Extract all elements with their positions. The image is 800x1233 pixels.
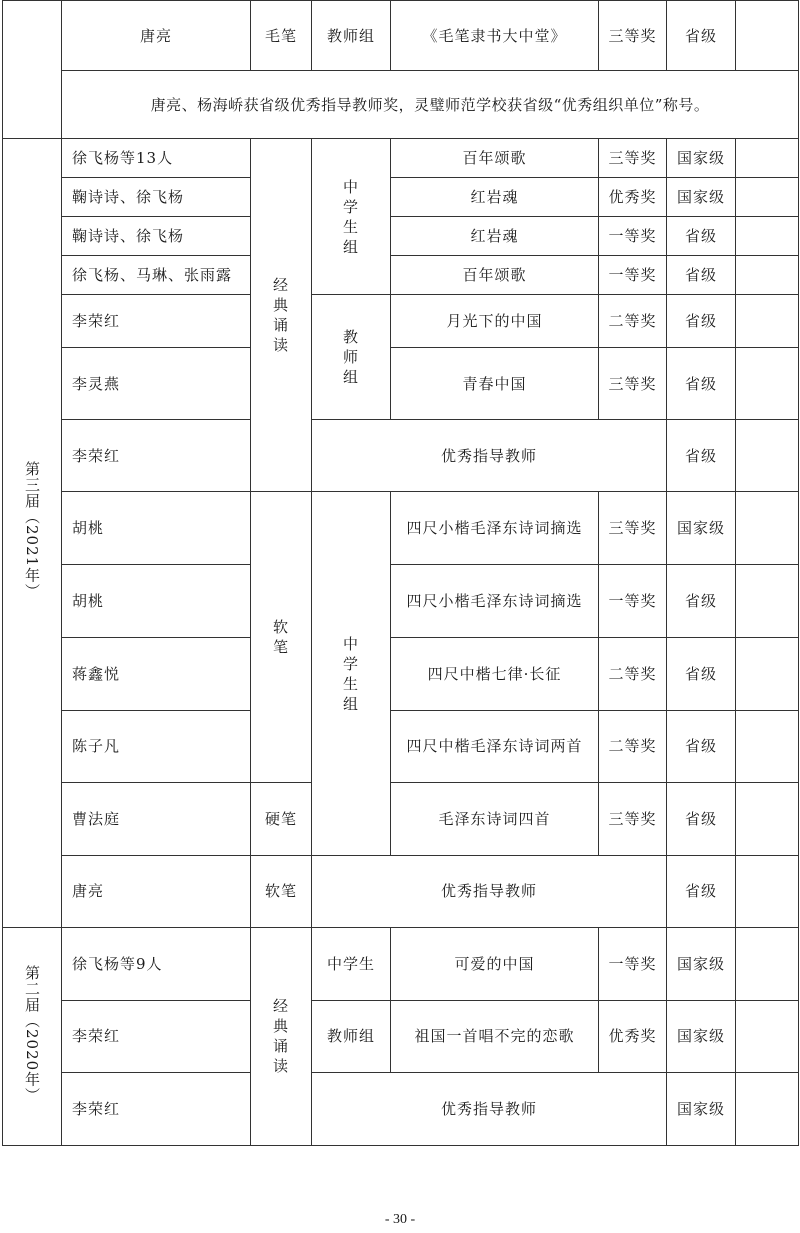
group-student-cell: 中学生组 xyxy=(312,139,391,295)
name-cell: 徐飞杨等13人 xyxy=(62,139,251,178)
category-brush-cell: 软笔 xyxy=(251,492,312,782)
table-row xyxy=(3,178,799,217)
level-cell: 国家级 xyxy=(667,139,736,178)
award-cell: 一等奖 xyxy=(599,256,667,295)
work-cell: 百年颂歌 xyxy=(391,256,599,295)
work-cell: 四尺中楷七律·长征 xyxy=(391,637,599,710)
work-cell: 月光下的中国 xyxy=(391,295,599,348)
remark-cell xyxy=(736,139,799,178)
table-row xyxy=(3,420,799,492)
remark-cell xyxy=(736,927,799,1000)
award-cell: 三等奖 xyxy=(599,348,667,420)
group-cell: 中学生 xyxy=(312,927,391,1000)
level-cell: 省级 xyxy=(667,256,736,295)
table-row xyxy=(3,492,799,565)
name-cell: 李荣红 xyxy=(62,420,251,492)
award-cell: 一等奖 xyxy=(599,217,667,256)
awards-table xyxy=(2,0,799,1146)
name-cell: 胡桃 xyxy=(62,492,251,565)
level-cell: 国家级 xyxy=(667,178,736,217)
table-row xyxy=(3,1072,799,1145)
name-cell: 李荣红 xyxy=(62,1000,251,1072)
work-cell: 可爱的中国 xyxy=(391,927,599,1000)
group-cell: 教师组 xyxy=(312,1,391,71)
table-row xyxy=(3,782,799,855)
level-cell: 省级 xyxy=(667,217,736,256)
remark-cell xyxy=(736,1072,799,1145)
remark-cell xyxy=(736,348,799,420)
work-cell: 祖国一首唱不完的恋歌 xyxy=(391,1000,599,1072)
name-cell: 胡桃 xyxy=(62,565,251,637)
remark-cell xyxy=(736,855,799,927)
table-row xyxy=(3,927,799,1000)
name-cell: 李荣红 xyxy=(62,1072,251,1145)
table-row xyxy=(3,348,799,420)
remark-cell xyxy=(736,295,799,348)
category-cell: 软笔 xyxy=(251,855,312,927)
table-row xyxy=(3,256,799,295)
level-cell: 国家级 xyxy=(667,1000,736,1072)
level-cell: 省级 xyxy=(667,710,736,782)
award-cell: 二等奖 xyxy=(599,637,667,710)
name-cell: 鞠诗诗、徐飞杨 xyxy=(62,217,251,256)
level-cell: 国家级 xyxy=(667,927,736,1000)
edition-cell-blank xyxy=(3,1,62,139)
table-row xyxy=(3,855,799,927)
name-cell: 陈子凡 xyxy=(62,710,251,782)
work-cell: 百年颂歌 xyxy=(391,139,599,178)
table-row xyxy=(3,295,799,348)
work-cell: 红岩魂 xyxy=(391,217,599,256)
work-cell: 红岩魂 xyxy=(391,178,599,217)
name-cell: 李荣红 xyxy=(62,295,251,348)
level-cell: 省级 xyxy=(667,637,736,710)
level-cell: 省级 xyxy=(667,565,736,637)
remark-cell xyxy=(736,420,799,492)
level-cell: 省级 xyxy=(667,348,736,420)
table-row xyxy=(3,637,799,710)
page-number: - 30 - xyxy=(384,1212,416,1227)
award-cell: 一等奖 xyxy=(599,565,667,637)
remark-cell xyxy=(736,782,799,855)
level-cell: 省级 xyxy=(667,855,736,927)
award-cell: 二等奖 xyxy=(599,710,667,782)
award-cell: 二等奖 xyxy=(599,295,667,348)
edition-2020-cell: 第二届（2020年） xyxy=(3,927,62,1145)
name-cell: 徐飞杨、马琳、张雨露 xyxy=(62,256,251,295)
remark-cell xyxy=(736,1,799,71)
remark-cell xyxy=(736,492,799,565)
remark-cell xyxy=(736,565,799,637)
category-recite-cell: 经典诵读 xyxy=(251,139,312,492)
name-cell: 李灵燕 xyxy=(62,348,251,420)
remark-cell xyxy=(736,1000,799,1072)
name-cell: 曹法庭 xyxy=(62,782,251,855)
table-row xyxy=(3,710,799,782)
edition-2021-cell: 第三届（2021年） xyxy=(3,139,62,928)
work-cell: 优秀指导教师 xyxy=(312,855,667,927)
work-cell: 四尺中楷毛泽东诗词两首 xyxy=(391,710,599,782)
level-cell: 省级 xyxy=(667,1,736,71)
work-cell: 青春中国 xyxy=(391,348,599,420)
name-cell: 唐亮 xyxy=(62,1,251,71)
name-cell: 蒋鑫悦 xyxy=(62,637,251,710)
group-teacher-cell: 教师组 xyxy=(312,295,391,420)
name-cell: 鞠诗诗、徐飞杨 xyxy=(62,178,251,217)
name-cell: 徐飞杨等9人 xyxy=(62,927,251,1000)
note-cell: 唐亮、杨海峤获省级优秀指导教师奖，灵璧师范学校获省级“优秀组织单位”称号。 xyxy=(62,71,799,139)
award-cell: 三等奖 xyxy=(599,139,667,178)
level-cell: 国家级 xyxy=(667,492,736,565)
award-cell: 优秀奖 xyxy=(599,1000,667,1072)
group-cell: 教师组 xyxy=(312,1000,391,1072)
award-cell: 三等奖 xyxy=(599,1,667,71)
work-cell: 毛泽东诗词四首 xyxy=(391,782,599,855)
work-cell: 优秀指导教师 xyxy=(312,1072,667,1145)
table-row xyxy=(3,139,799,178)
category-recite-cell: 经典诵读 xyxy=(251,927,312,1145)
group-student2-cell: 中学生组 xyxy=(312,492,391,855)
remark-cell xyxy=(736,637,799,710)
table-row xyxy=(3,217,799,256)
table-row xyxy=(3,1,799,71)
work-cell: 优秀指导教师 xyxy=(312,420,667,492)
category-cell: 硬笔 xyxy=(251,782,312,855)
award-cell: 优秀奖 xyxy=(599,178,667,217)
level-cell: 省级 xyxy=(667,782,736,855)
remark-cell xyxy=(736,178,799,217)
award-cell: 三等奖 xyxy=(599,492,667,565)
award-cell: 一等奖 xyxy=(599,927,667,1000)
work-cell: 四尺小楷毛泽东诗词摘选 xyxy=(391,492,599,565)
name-cell: 唐亮 xyxy=(62,855,251,927)
category-cell: 毛笔 xyxy=(251,1,312,71)
level-cell: 省级 xyxy=(667,420,736,492)
remark-cell xyxy=(736,217,799,256)
table-row xyxy=(3,71,799,139)
level-cell: 省级 xyxy=(667,295,736,348)
award-cell: 三等奖 xyxy=(599,782,667,855)
remark-cell xyxy=(736,710,799,782)
remark-cell xyxy=(736,256,799,295)
level-cell: 国家级 xyxy=(667,1072,736,1145)
table-row xyxy=(3,1000,799,1072)
work-cell: 四尺小楷毛泽东诗词摘选 xyxy=(391,565,599,637)
work-cell: 《毛笔隶书大中堂》 xyxy=(391,1,599,71)
table-row xyxy=(3,565,799,637)
